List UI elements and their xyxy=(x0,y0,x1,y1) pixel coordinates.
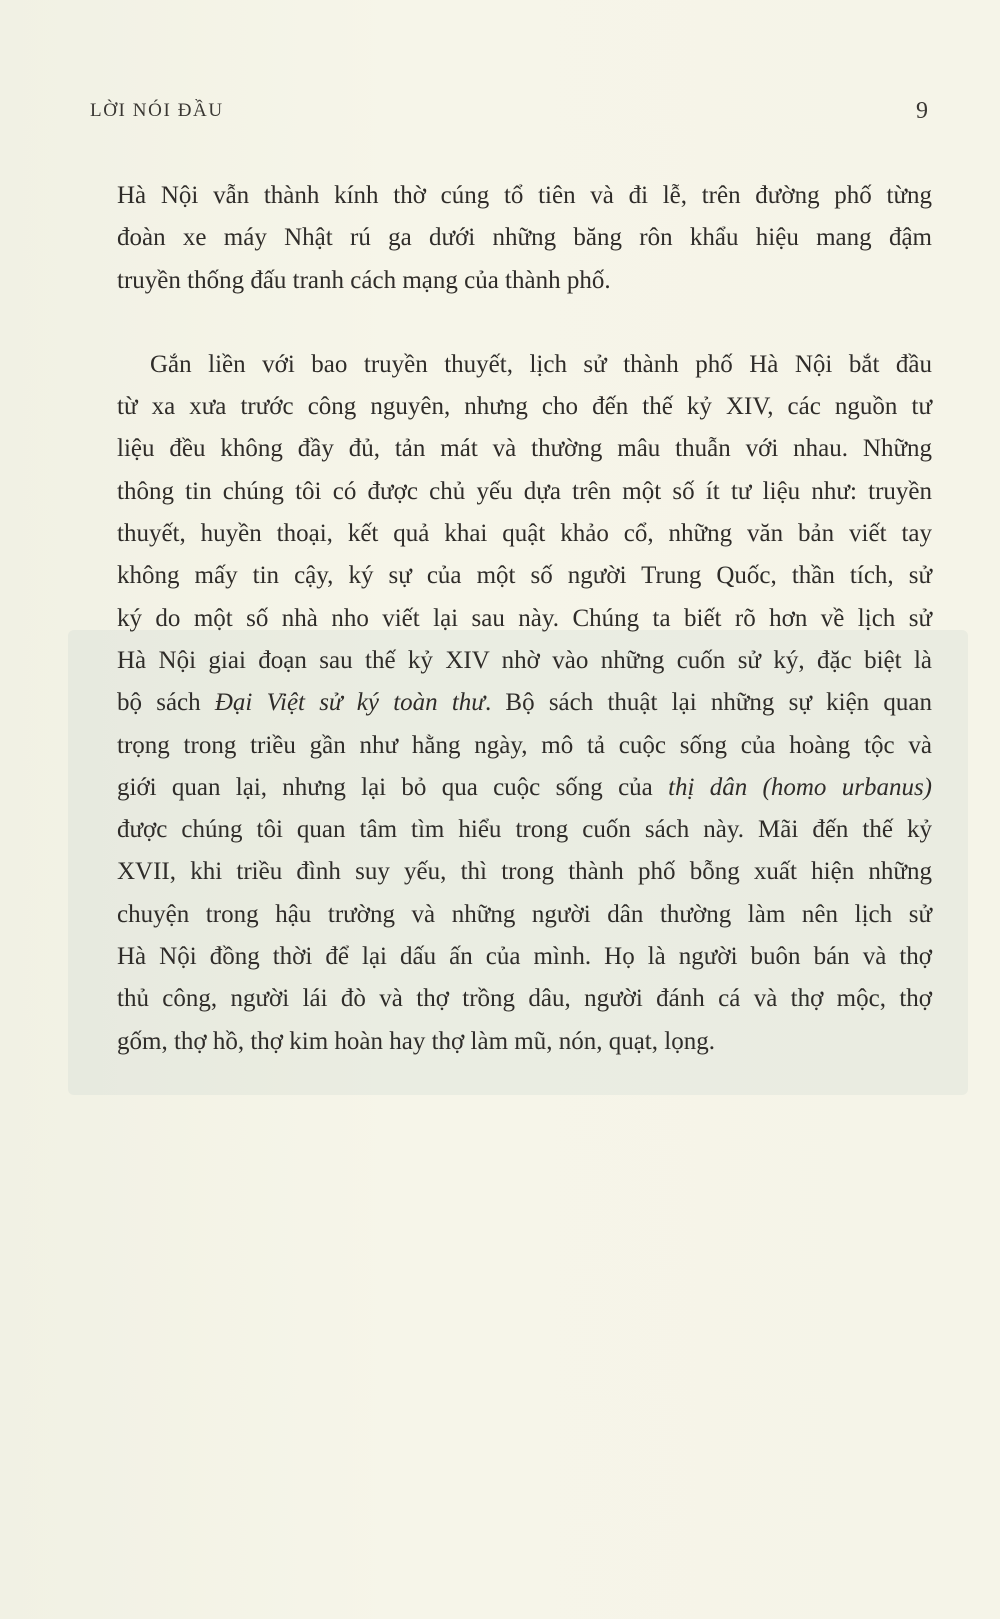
text-line: Hà Nội vẫn thành kính thờ cúng tổ tiên và đi lễ, trên đường phố từng xyxy=(117,182,932,209)
text-line: từ xa xưa trước công nguyên, nhưng cho đến thế kỷ XIV, các nguồn tư xyxy=(117,393,932,421)
text-line-book-title xyxy=(117,682,932,724)
text-segment: . Bộ sách thuật lại những sự kiện quan xyxy=(484,689,932,717)
text-line: truyền thống đấu tranh cách mạng của thành phố. xyxy=(117,266,611,294)
text-line: Hà Nội giai đoạn sau thế kỷ XIV nhờ vào những cuốn sử ký, đặc biệt là xyxy=(117,646,932,674)
text-line: thủ công, người lái đò và thợ trồng dâu, người đánh cá và thợ mộc, thợ xyxy=(117,985,932,1013)
running-header: LỜI NÓI ĐẦU xyxy=(90,100,224,121)
text-segment: bộ sách xyxy=(117,689,215,717)
text-line: đoàn xe máy Nhật rú ga dưới những băng rôn khẩu hiệu mang đậm xyxy=(117,224,932,252)
book-title-italic: Đại Việt sử ký toàn thư xyxy=(214,689,485,717)
text-line: XVII, khi triều đình suy yếu, thì trong thành phố bỗng xuất hiện những xyxy=(117,858,932,886)
text-line: được chúng tôi quan tâm tìm hiểu trong cuốn sách này. Mãi đến thế kỷ xyxy=(117,816,932,844)
text-line: gốm, thợ hồ, thợ kim hoàn hay thợ làm mũ, nón, quạt, lọng. xyxy=(117,1027,715,1055)
page-number: 9 xyxy=(916,98,928,124)
text-segment: giới quan lại, nhưng lại bỏ qua cuộc sống của xyxy=(117,773,669,801)
text-line: không mấy tin cậy, ký sự của một số người Trung Quốc, thần tích, sử xyxy=(117,562,932,590)
text-line: trọng trong triều gần như hằng ngày, mô tả cuộc sống của hoàng tộc và xyxy=(117,731,932,759)
text-line: liệu đều không đầy đủ, tản mát và thường mâu thuẫn với nhau. Những xyxy=(117,435,932,463)
text-line: ký do một số nhà nho viết lại sau này. Chúng ta biết rõ hơn về lịch sử xyxy=(117,604,932,632)
text-line: Hà Nội đồng thời để lại dấu ấn của mình. Họ là người buôn bán và thợ xyxy=(117,943,932,971)
text-line: chuyện trong hậu trường và những người dân thường làm nên lịch sử xyxy=(117,900,932,928)
body-text xyxy=(117,175,932,1063)
paragraph-1 xyxy=(117,175,932,302)
paragraph-2 xyxy=(117,344,932,1063)
text-line: thuyết, huyền thoại, kết quả khai quật khảo cổ, những văn bản viết tay xyxy=(117,520,932,548)
text-line-term xyxy=(117,767,932,809)
term-italic: thị dân (homo urbanus) xyxy=(668,773,932,801)
text-line: thông tin chúng tôi có được chủ yếu dựa trên một số ít tư liệu như: truyền xyxy=(117,477,932,505)
text-line: Gắn liền với bao truyền thuyết, lịch sử thành phố Hà Nội bắt đầu xyxy=(150,350,932,378)
